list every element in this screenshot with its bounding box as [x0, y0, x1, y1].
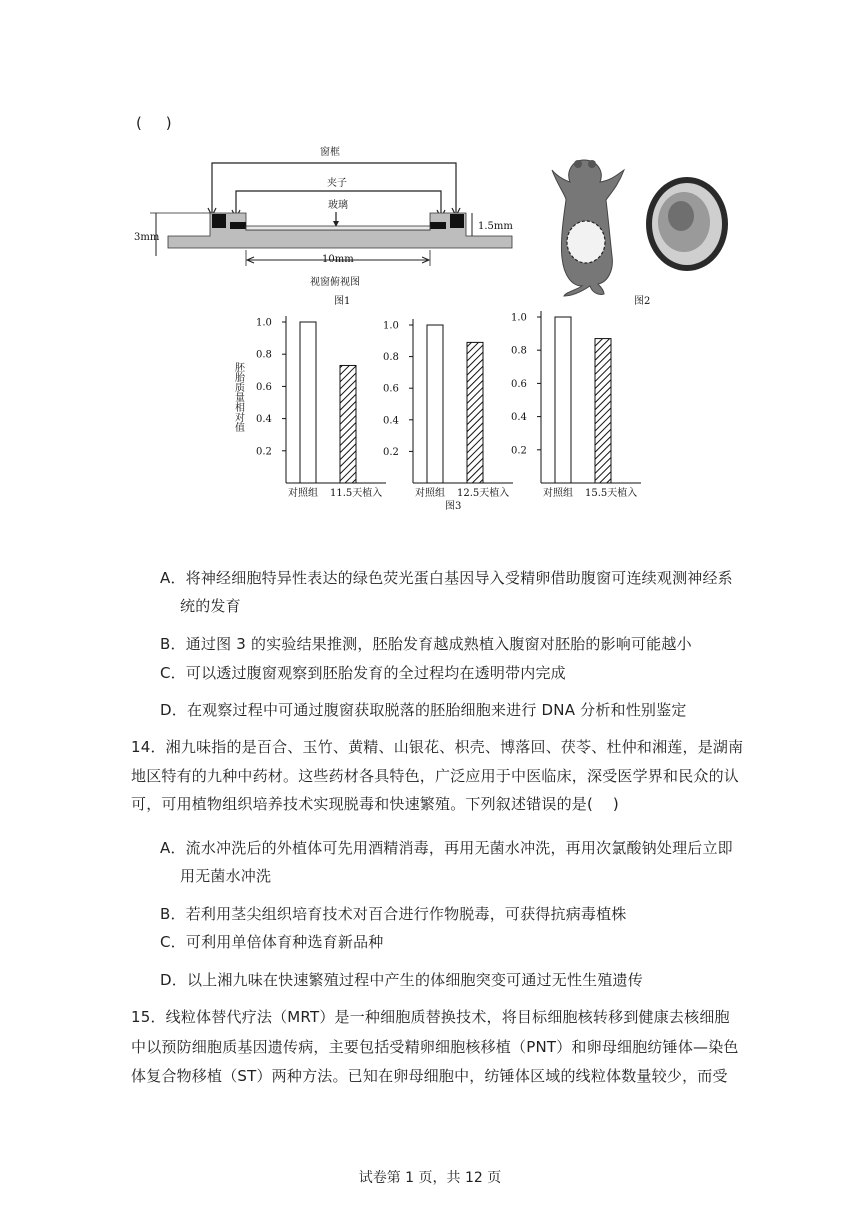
chart-3-tick-label: 0.4: [511, 412, 527, 424]
window-frame-label: 窗框: [320, 147, 340, 158]
chart-3-tick-label: 0.8: [511, 345, 527, 357]
chart-1-category-label: 11.5天植入: [330, 488, 383, 499]
q15-stem-line2: 中以预防细胞质基因遗传病，主要包括受精卵细胞核移植（PNT）和卵母细胞纺锤体—染色: [131, 1038, 739, 1056]
q14-option-d: D．以上湘九味在快速繁殖过程中产生的体细胞突变可通过无性生殖遗传: [160, 971, 643, 989]
figure-2-caption: 图2: [634, 296, 651, 307]
chart-2-tick-label: 0.6: [383, 383, 399, 395]
chart-3-tick-label: 0.6: [511, 378, 527, 390]
chart-3-category-label: 15.5天植入: [585, 488, 638, 499]
chart-1-bar-implant: [340, 365, 356, 483]
q13-option-b: B．通过图 3 的实验结果推测，胚胎发育越成熟植入腹窗对胚胎的影响可能越小: [160, 635, 692, 653]
figure-3-caption: 图3: [445, 501, 462, 512]
q13-option-d: D．在观察过程中可通过腹窗获取脱落的胚胎细胞来进行 DNA 分析和性别鉴定: [160, 701, 687, 719]
chart-2-tick-label: 0.8: [383, 352, 399, 364]
q14-option-a-line1: A．流水冲洗后的外植体可先用酒精消毒，再用无菌水冲洗，再用次氯酸钠处理后立即: [160, 839, 733, 857]
q15-stem-line1: 15．线粒体替代疗法（MRT）是一种细胞质替换技术，将目标细胞核转移到健康去核细胞: [131, 1008, 730, 1026]
chart-2-bar-control: [427, 325, 443, 483]
figure-area: [0, 0, 860, 540]
chart-3-tick-label: 0.2: [511, 445, 527, 457]
q13-option-c: C．可以透过腹窗观察到胚胎发育的全过程均在透明带内完成: [160, 664, 566, 682]
chart-2-bar-implant: [467, 342, 483, 483]
chart-2-tick-label: 0.2: [383, 446, 399, 458]
dim-right-label: 1.5mm: [478, 221, 513, 232]
figure-1-caption: 图1: [334, 296, 351, 307]
view-caption: 视窗俯视图: [310, 277, 360, 288]
chart-1-tick-label: 0.8: [256, 349, 272, 361]
chart-2-tick-label: 1.0: [383, 320, 399, 332]
q13-option-a-line2: 统的发育: [180, 597, 241, 615]
chart-1-tick-label: 0.2: [256, 446, 272, 458]
chart-1-tick-label: 0.6: [256, 381, 272, 393]
q14-option-c: C．可利用单倍体育种选育新品种: [160, 933, 384, 951]
figure-3-ylabel: 胚胎质量相对值: [232, 362, 244, 432]
figure-2: [552, 160, 728, 307]
q14-stem-line3: 可，可用植物组织培养技术实现脱毒和快速繁殖。下列叙述错误的是( ): [131, 795, 619, 813]
chart-1-bar-control: [300, 322, 316, 483]
chart-3-bar-implant: [595, 339, 611, 483]
figure-3: [233, 311, 642, 512]
chart-1-tick-label: 1.0: [256, 317, 272, 329]
glass-label: 玻璃: [328, 200, 348, 211]
q14-stem-line1: 14．湘九味指的是百合、玉竹、黄精、山银花、枳壳、博落回、茯苓、杜仲和湘莲，是湖南: [131, 738, 744, 756]
chart-1-category-label: 对照组: [288, 488, 318, 499]
q13-option-a-line1: A．将神经细胞特异性表达的绿色荧光蛋白基因导入受精卵借助腹窗可连续观测神经系: [160, 569, 733, 587]
chart-3-bar-control: [555, 317, 571, 483]
chart-2-category-label: 12.5天植入: [457, 488, 510, 499]
dim-left-label: 3mm: [134, 232, 160, 243]
chart-2-category-label: 对照组: [415, 488, 445, 499]
chart-3-category-label: 对照组: [543, 488, 573, 499]
chart-1-tick-label: 0.4: [256, 414, 272, 426]
q14-stem-line2: 地区特有的九种中药材。这些药材各具特色，广泛应用于中医临床，深受医学界和民众的认: [131, 767, 740, 785]
clip-label: 夹子: [327, 178, 347, 189]
chart-2-tick-label: 0.4: [383, 415, 399, 427]
chart-3-tick-label: 1.0: [511, 312, 527, 324]
q15-stem-line3: 体复合物移植（ST）两种方法。已知在卵母细胞中，纺锤体区域的线粒体数量较少，而受: [131, 1067, 728, 1085]
answer-parenthesis: ( ): [136, 114, 172, 132]
page-footer: 试卷第 1 页，共 12 页: [358, 1170, 502, 1186]
dim-bottom-label: 10mm: [322, 254, 354, 265]
q14-option-a-line2: 用无菌水冲洗: [180, 867, 272, 885]
q14-option-b: B．若利用茎尖组织培育技术对百合进行作物脱毒，可获得抗病毒植株: [160, 905, 627, 923]
figure-1: [134, 145, 513, 307]
